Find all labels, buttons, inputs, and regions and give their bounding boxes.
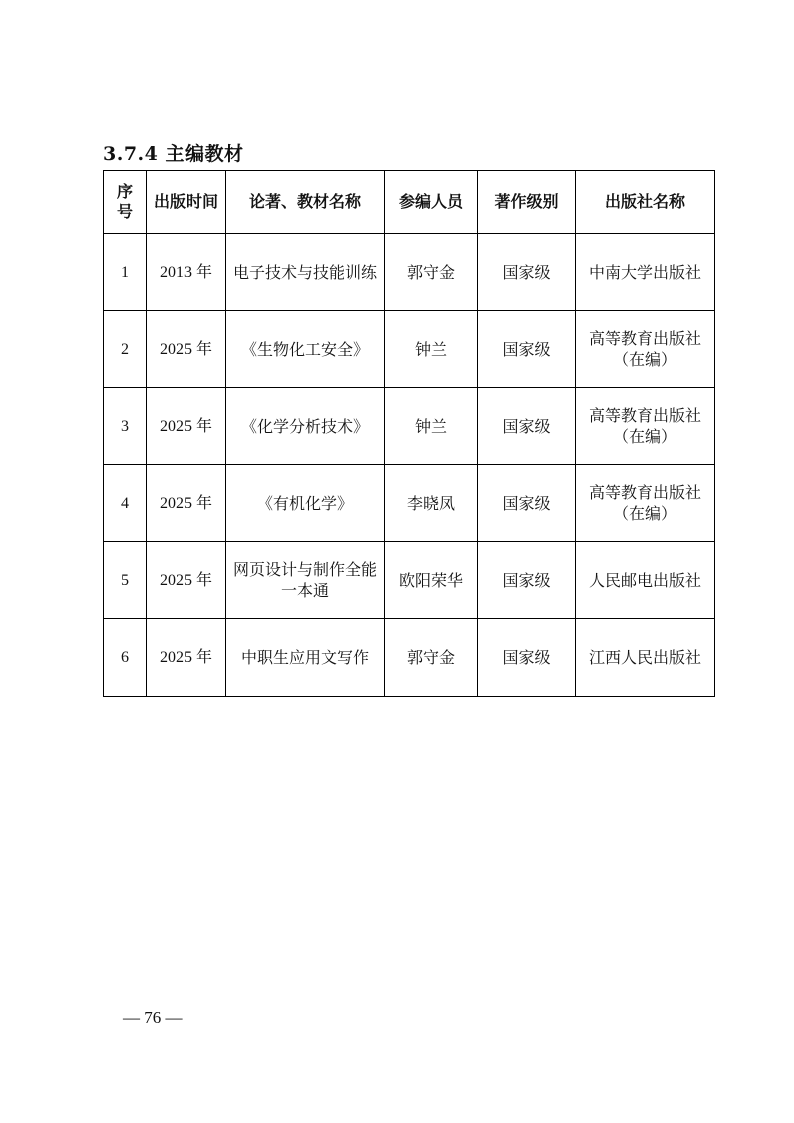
cell-level: 国家级 [478,234,576,311]
cell-title: 《化学分析技术》 [226,388,385,465]
cell-index: 6 [104,619,147,697]
cell-index: 3 [104,388,147,465]
cell-publisher: 高等教育出版社（在编） [576,311,715,388]
header-index: 序号 [104,171,147,234]
header-title: 论著、教材名称 [226,171,385,234]
cell-editor: 钟兰 [385,388,478,465]
cell-index: 5 [104,542,147,619]
cell-editor: 李晓凤 [385,465,478,542]
textbook-table [103,170,715,697]
cell-level: 国家级 [478,311,576,388]
header-publish-time: 出版时间 [147,171,226,234]
cell-publisher: 高等教育出版社（在编） [576,465,715,542]
cell-title: 《生物化工安全》 [226,311,385,388]
cell-year: 2013 年 [147,234,226,311]
cell-level: 国家级 [478,465,576,542]
cell-editor: 钟兰 [385,311,478,388]
cell-index: 4 [104,465,147,542]
cell-title: 电子技术与技能训练 [226,234,385,311]
header-editor: 参编人员 [385,171,478,234]
cell-title: 网页设计与制作全能一本通 [226,542,385,619]
cell-publisher: 江西人民出版社 [576,619,715,697]
cell-publisher: 中南大学出版社 [576,234,715,311]
table-row [104,465,715,542]
table-row [104,542,715,619]
section-heading: 3.7.4 主编教材 [103,143,244,165]
cell-publisher: 高等教育出版社（在编） [576,388,715,465]
cell-level: 国家级 [478,619,576,697]
cell-publisher: 人民邮电出版社 [576,542,715,619]
header-publisher: 出版社名称 [576,171,715,234]
header-level: 著作级别 [478,171,576,234]
cell-editor: 郭守金 [385,619,478,697]
table-row [104,311,715,388]
cell-editor: 欧阳荣华 [385,542,478,619]
table-row [104,234,715,311]
cell-level: 国家级 [478,388,576,465]
table-row [104,388,715,465]
table-header-row [104,171,715,234]
cell-year: 2025 年 [147,388,226,465]
cell-year: 2025 年 [147,311,226,388]
cell-level: 国家级 [478,542,576,619]
cell-title: 《有机化学》 [226,465,385,542]
cell-year: 2025 年 [147,542,226,619]
cell-editor: 郭守金 [385,234,478,311]
page-number: — 76 — [123,1008,183,1027]
cell-index: 1 [104,234,147,311]
cell-year: 2025 年 [147,465,226,542]
cell-year: 2025 年 [147,619,226,697]
cell-title: 中职生应用文写作 [226,619,385,697]
cell-index: 2 [104,311,147,388]
table-row [104,619,715,697]
